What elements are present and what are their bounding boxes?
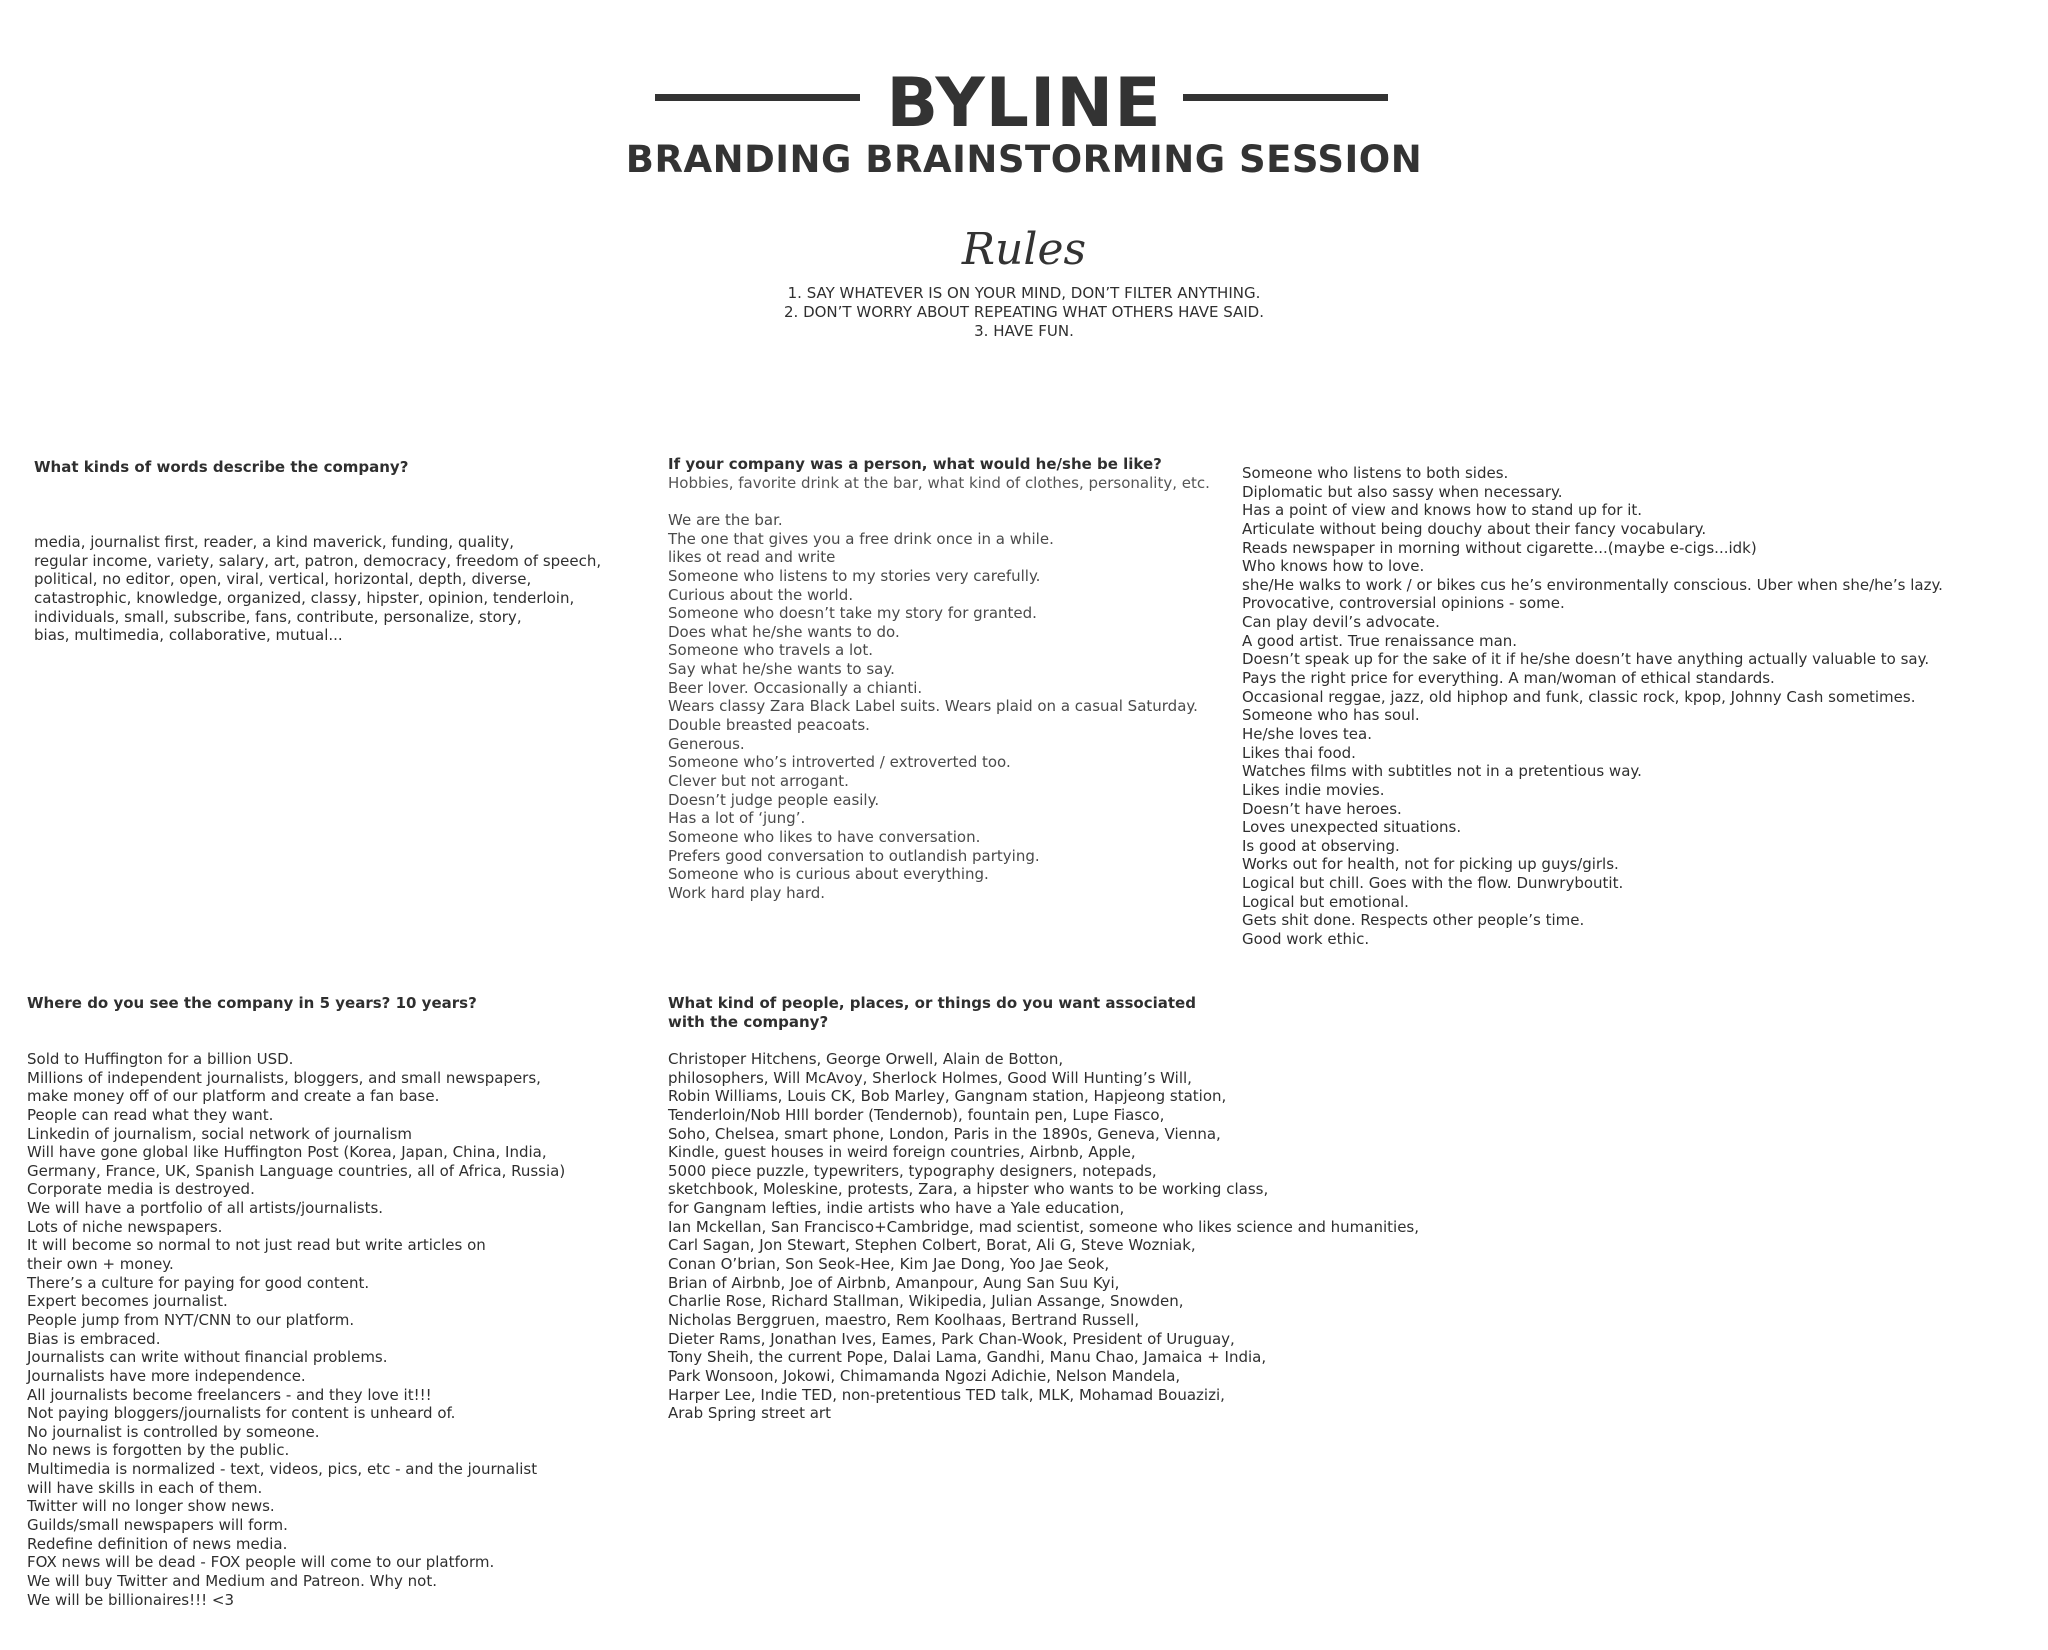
answer-line: Twitter will no longer show news.: [27, 1497, 275, 1516]
answer-line: All journalists become freelancers - and they love it!!!: [27, 1385, 432, 1404]
answer-line: Harper Lee, Indie TED, non-pretentious TED talk, MLK, Mohamad Bouazizi,: [668, 1385, 1225, 1404]
answer-line: He/she loves tea.: [1242, 724, 1372, 743]
answer-line: FOX news will be dead - FOX people will come to our platform.: [27, 1553, 495, 1572]
answer-line: We will be billionaires!!! <3: [27, 1590, 235, 1609]
answer-line: Can play devil’s advocate.: [1242, 613, 1440, 632]
rule-item: 2. DON’T WORRY ABOUT REPEATING WHAT OTHERS HAVE SAID.: [784, 303, 1264, 321]
answer-line: Double breasted peacoats.: [668, 716, 870, 735]
answer-line: We will have a portfolio of all artists/journalists.: [27, 1199, 384, 1218]
answer-line: Dieter Rams, Jonathan Ives, Eames, Park Chan-Wook, President of Uruguay,: [668, 1329, 1235, 1348]
answer-line: Work hard play hard.: [668, 883, 826, 902]
answer-line: Doesn’t have heroes.: [1242, 799, 1402, 818]
answer-line: Will have gone global like Huffington Post (Korea, Japan, China, India,: [27, 1143, 547, 1162]
answer-line: Linkedin of journalism, social network of journalism: [27, 1124, 413, 1143]
future-question: Where do you see the company in 5 years? 10 years?: [27, 994, 477, 1012]
answer-line: Sold to Huffington for a billion USD.: [27, 1050, 294, 1068]
answer-line: Redefine definition of news media.: [27, 1534, 288, 1553]
answer-line: Generous.: [668, 734, 745, 753]
answer-line: Good work ethic.: [1242, 930, 1370, 949]
question-line: What kind of people, places, or things do you want associated: [668, 994, 1196, 1012]
answer-line: Millions of independent journalists, bloggers, and small newspapers,: [27, 1068, 541, 1087]
answer-line: Beer lover. Occasionally a chianti.: [668, 678, 923, 697]
answer-line: Say what he/she wants to say.: [668, 660, 895, 679]
answer-line: Someone who listens to my stories very carefully.: [668, 566, 1041, 585]
answer-line: Conan O’brian, Son Seok-Hee, Kim Jae Dong, Yoo Jae Seok,: [668, 1255, 1110, 1274]
associations-question: [668, 994, 1196, 1032]
rule-item: 1. SAY WHATEVER IS ON YOUR MIND, DON’T FILTER ANYTHING.: [787, 284, 1261, 302]
answer-line: Articulate without being douchy about their fancy vocabulary.: [1242, 519, 1707, 538]
answer-line: Nicholas Berggruen, maestro, Rem Koolhaas, Bertrand Russell,: [668, 1310, 1140, 1329]
answer-line: likes ot read and write: [668, 548, 836, 567]
answer-line: The one that gives you a free drink once in a while.: [668, 529, 1054, 548]
answer-line: their own + money.: [27, 1255, 174, 1274]
answer-line: Arab Spring street art: [668, 1404, 831, 1423]
answer-line: Charlie Rose, Richard Stallman, Wikipedia, Julian Assange, Snowden,: [668, 1292, 1184, 1311]
answer-line: People can read what they want.: [27, 1105, 274, 1124]
answer-line: regular income, variety, salary, art, patron, democracy, freedom of speech,: [34, 551, 602, 570]
answer-line: Not paying bloggers/journalists for content is unheard of.: [27, 1404, 456, 1423]
answer-line: Curious about the world.: [668, 585, 854, 604]
brand-title: BYLINE: [886, 64, 1162, 143]
title-row: [0, 64, 2048, 144]
answer-line: Brian of Airbnb, Joe of Airbnb, Amanpour, Aung San Suu Kyi,: [668, 1273, 1120, 1292]
question-line: with the company?: [668, 1013, 829, 1031]
answer-line: It will become so normal to not just read but write articles on: [27, 1236, 486, 1255]
rules-list: [0, 284, 2048, 341]
answer-line: Guilds/small newspapers will form.: [27, 1516, 288, 1535]
answer-line: No journalist is controlled by someone.: [27, 1422, 320, 1441]
answer-line: Someone who likes to have conversation.: [668, 827, 981, 846]
answer-line: Provocative, controversial opinions - some.: [1242, 594, 1565, 613]
answer-line: Multimedia is normalized - text, videos, pics, etc - and the journalist: [27, 1460, 538, 1479]
answer-line: Gets shit done. Respects other people’s time.: [1242, 911, 1585, 930]
answer-line: There’s a culture for paying for good content.: [27, 1273, 370, 1292]
answer-line: political, no editor, open, viral, vertical, horizontal, depth, diverse,: [34, 570, 532, 589]
answer-line: Has a lot of ‘jung’.: [668, 809, 806, 828]
answer-line: We are the bar.: [668, 511, 783, 529]
answer-line: Doesn’t speak up for the sake of it if he/she doesn’t have anything actually valuable to say.: [1242, 650, 1930, 669]
title-rule-right: [1183, 94, 1388, 101]
answer-line: Someone who travels a lot.: [668, 641, 873, 660]
answer-line: Is good at observing.: [1242, 836, 1400, 855]
answer-line: Prefers good conversation to outlandish partying.: [668, 846, 1040, 865]
answer-line: Someone who’s introverted / extroverted too.: [668, 753, 1011, 772]
answer-line: catastrophic, knowledge, organized, classy, hipster, opinion, tenderloin,: [34, 588, 575, 607]
answer-line: Expert becomes journalist.: [27, 1292, 228, 1311]
future-answer: [27, 1050, 565, 1609]
answer-line: Someone who listens to both sides.: [1242, 464, 1509, 482]
answer-line: bias, multimedia, collaborative, mutual...: [34, 626, 343, 645]
answer-line: Clever but not arrogant.: [668, 771, 849, 790]
rules-heading: Rules: [961, 224, 1087, 275]
answer-line: Who knows how to love.: [1242, 557, 1425, 576]
answer-line: Doesn’t judge people easily.: [668, 790, 880, 809]
answer-line: will have skills in each of them.: [27, 1478, 263, 1497]
answer-line: Loves unexpected situations.: [1242, 818, 1462, 837]
answer-line: We will buy Twitter and Medium and Patreon. Why not.: [27, 1571, 437, 1590]
answer-line: Someone who doesn’t take my story for granted.: [668, 604, 1037, 623]
answer-line: Kindle, guest houses in weird foreign countries, Airbnb, Apple,: [668, 1143, 1136, 1162]
person-question: If your company was a person, what would he/she be like?: [668, 455, 1162, 473]
answer-line: Tenderloin/Nob HIll border (Tendernob), fountain pen, Lupe Fiasco,: [668, 1105, 1165, 1124]
answer-line: Watches films with subtitles not in a pretentious way.: [1242, 762, 1642, 781]
person-answer-left: [668, 511, 1198, 902]
rule-item: 3. HAVE FUN.: [974, 322, 1074, 340]
person-answer-right: [1242, 464, 1943, 949]
answer-line: Someone who is curious about everything.: [668, 865, 989, 884]
answer-line: Journalists can write without financial problems.: [27, 1348, 388, 1367]
answer-line: she/He walks to work / or bikes cus he’s environmentally conscious. Uber when she/he’s lazy.: [1242, 575, 1943, 594]
answer-line: Occasional reggae, jazz, old hiphop and funk, classic rock, kpop, Johnny Cash sometimes.: [1242, 687, 1916, 706]
session-subtitle: BRANDING BRAINSTORMING SESSION: [625, 138, 1423, 181]
answer-line: Has a point of view and knows how to stand up for it.: [1242, 501, 1643, 520]
answer-line: Bias is embraced.: [27, 1329, 161, 1348]
answer-line: for Gangnam lefties, indie artists who have a Yale education,: [668, 1199, 1125, 1218]
answer-line: People jump from NYT/CNN to our platform.: [27, 1310, 355, 1329]
answer-line: No news is forgotten by the public.: [27, 1441, 290, 1460]
answer-line: Does what he/she wants to do.: [668, 622, 900, 641]
answer-line: Logical but emotional.: [1242, 892, 1409, 911]
answer-line: 5000 piece puzzle, typewriters, typography designers, notepads,: [668, 1161, 1157, 1180]
answer-line: Someone who has soul.: [1242, 706, 1420, 725]
answer-line: Carl Sagan, Jon Stewart, Stephen Colbert, Borat, Ali G, Steve Wozniak,: [668, 1236, 1196, 1255]
answer-line: Christoper Hitchens, George Orwell, Alain de Botton,: [668, 1050, 1064, 1068]
answer-line: Lots of niche newspapers.: [27, 1217, 223, 1236]
answer-line: Diplomatic but also sassy when necessary.: [1242, 482, 1563, 501]
answer-line: Likes indie movies.: [1242, 780, 1385, 799]
answer-line: Logical but chill. Goes with the flow. Dunwryboutit.: [1242, 874, 1624, 893]
answer-line: Wears classy Zara Black Label suits. Wears plaid on a casual Saturday.: [668, 697, 1198, 716]
answer-line: Reads newspaper in morning without cigarette...(maybe e-cigs...idk): [1242, 538, 1757, 557]
answer-line: media, journalist first, reader, a kind maverick, funding, quality,: [34, 533, 515, 551]
answer-line: Tony Sheih, the current Pope, Dalai Lama, Gandhi, Manu Chao, Jamaica + India,: [668, 1348, 1267, 1367]
answer-line: Park Wonsoon, Jokowi, Chimamanda Ngozi Adichie, Nelson Mandela,: [668, 1366, 1181, 1385]
words-answer: [34, 533, 601, 645]
answer-line: Pays the right price for everything. A man/woman of ethical standards.: [1242, 669, 1775, 688]
answer-line: Works out for health, not for picking up guys/girls.: [1242, 855, 1619, 874]
answer-line: philosophers, Will McAvoy, Sherlock Holmes, Good Will Hunting’s Will,: [668, 1068, 1192, 1087]
answer-line: A good artist. True renaissance man.: [1242, 631, 1518, 650]
answer-line: Germany, France, UK, Spanish Language countries, all of Africa, Russia): [27, 1161, 566, 1180]
answer-line: Soho, Chelsea, smart phone, London, Paris in the 1890s, Geneva, Vienna,: [668, 1124, 1221, 1143]
answer-line: Likes thai food.: [1242, 743, 1356, 762]
answer-line: Robin Williams, Louis CK, Bob Marley, Gangnam station, Hapjeong station,: [668, 1087, 1227, 1106]
answer-line: individuals, small, subscribe, fans, contribute, personalize, story,: [34, 607, 522, 626]
answer-line: sketchbook, Moleskine, protests, Zara, a hipster who wants to be working class,: [668, 1180, 1269, 1199]
associations-answer: [668, 1050, 1419, 1423]
words-question: What kinds of words describe the company?: [34, 458, 409, 476]
answer-line: Corporate media is destroyed.: [27, 1180, 255, 1199]
person-subquestion: Hobbies, favorite drink at the bar, what kind of clothes, personality, etc.: [668, 474, 1210, 492]
answer-line: Ian Mckellan, San Francisco+Cambridge, mad scientist, someone who likes science and humanities,: [668, 1217, 1420, 1236]
answer-line: Journalists have more independence.: [27, 1366, 306, 1385]
answer-line: make money off of our platform and create a fan base.: [27, 1087, 440, 1106]
